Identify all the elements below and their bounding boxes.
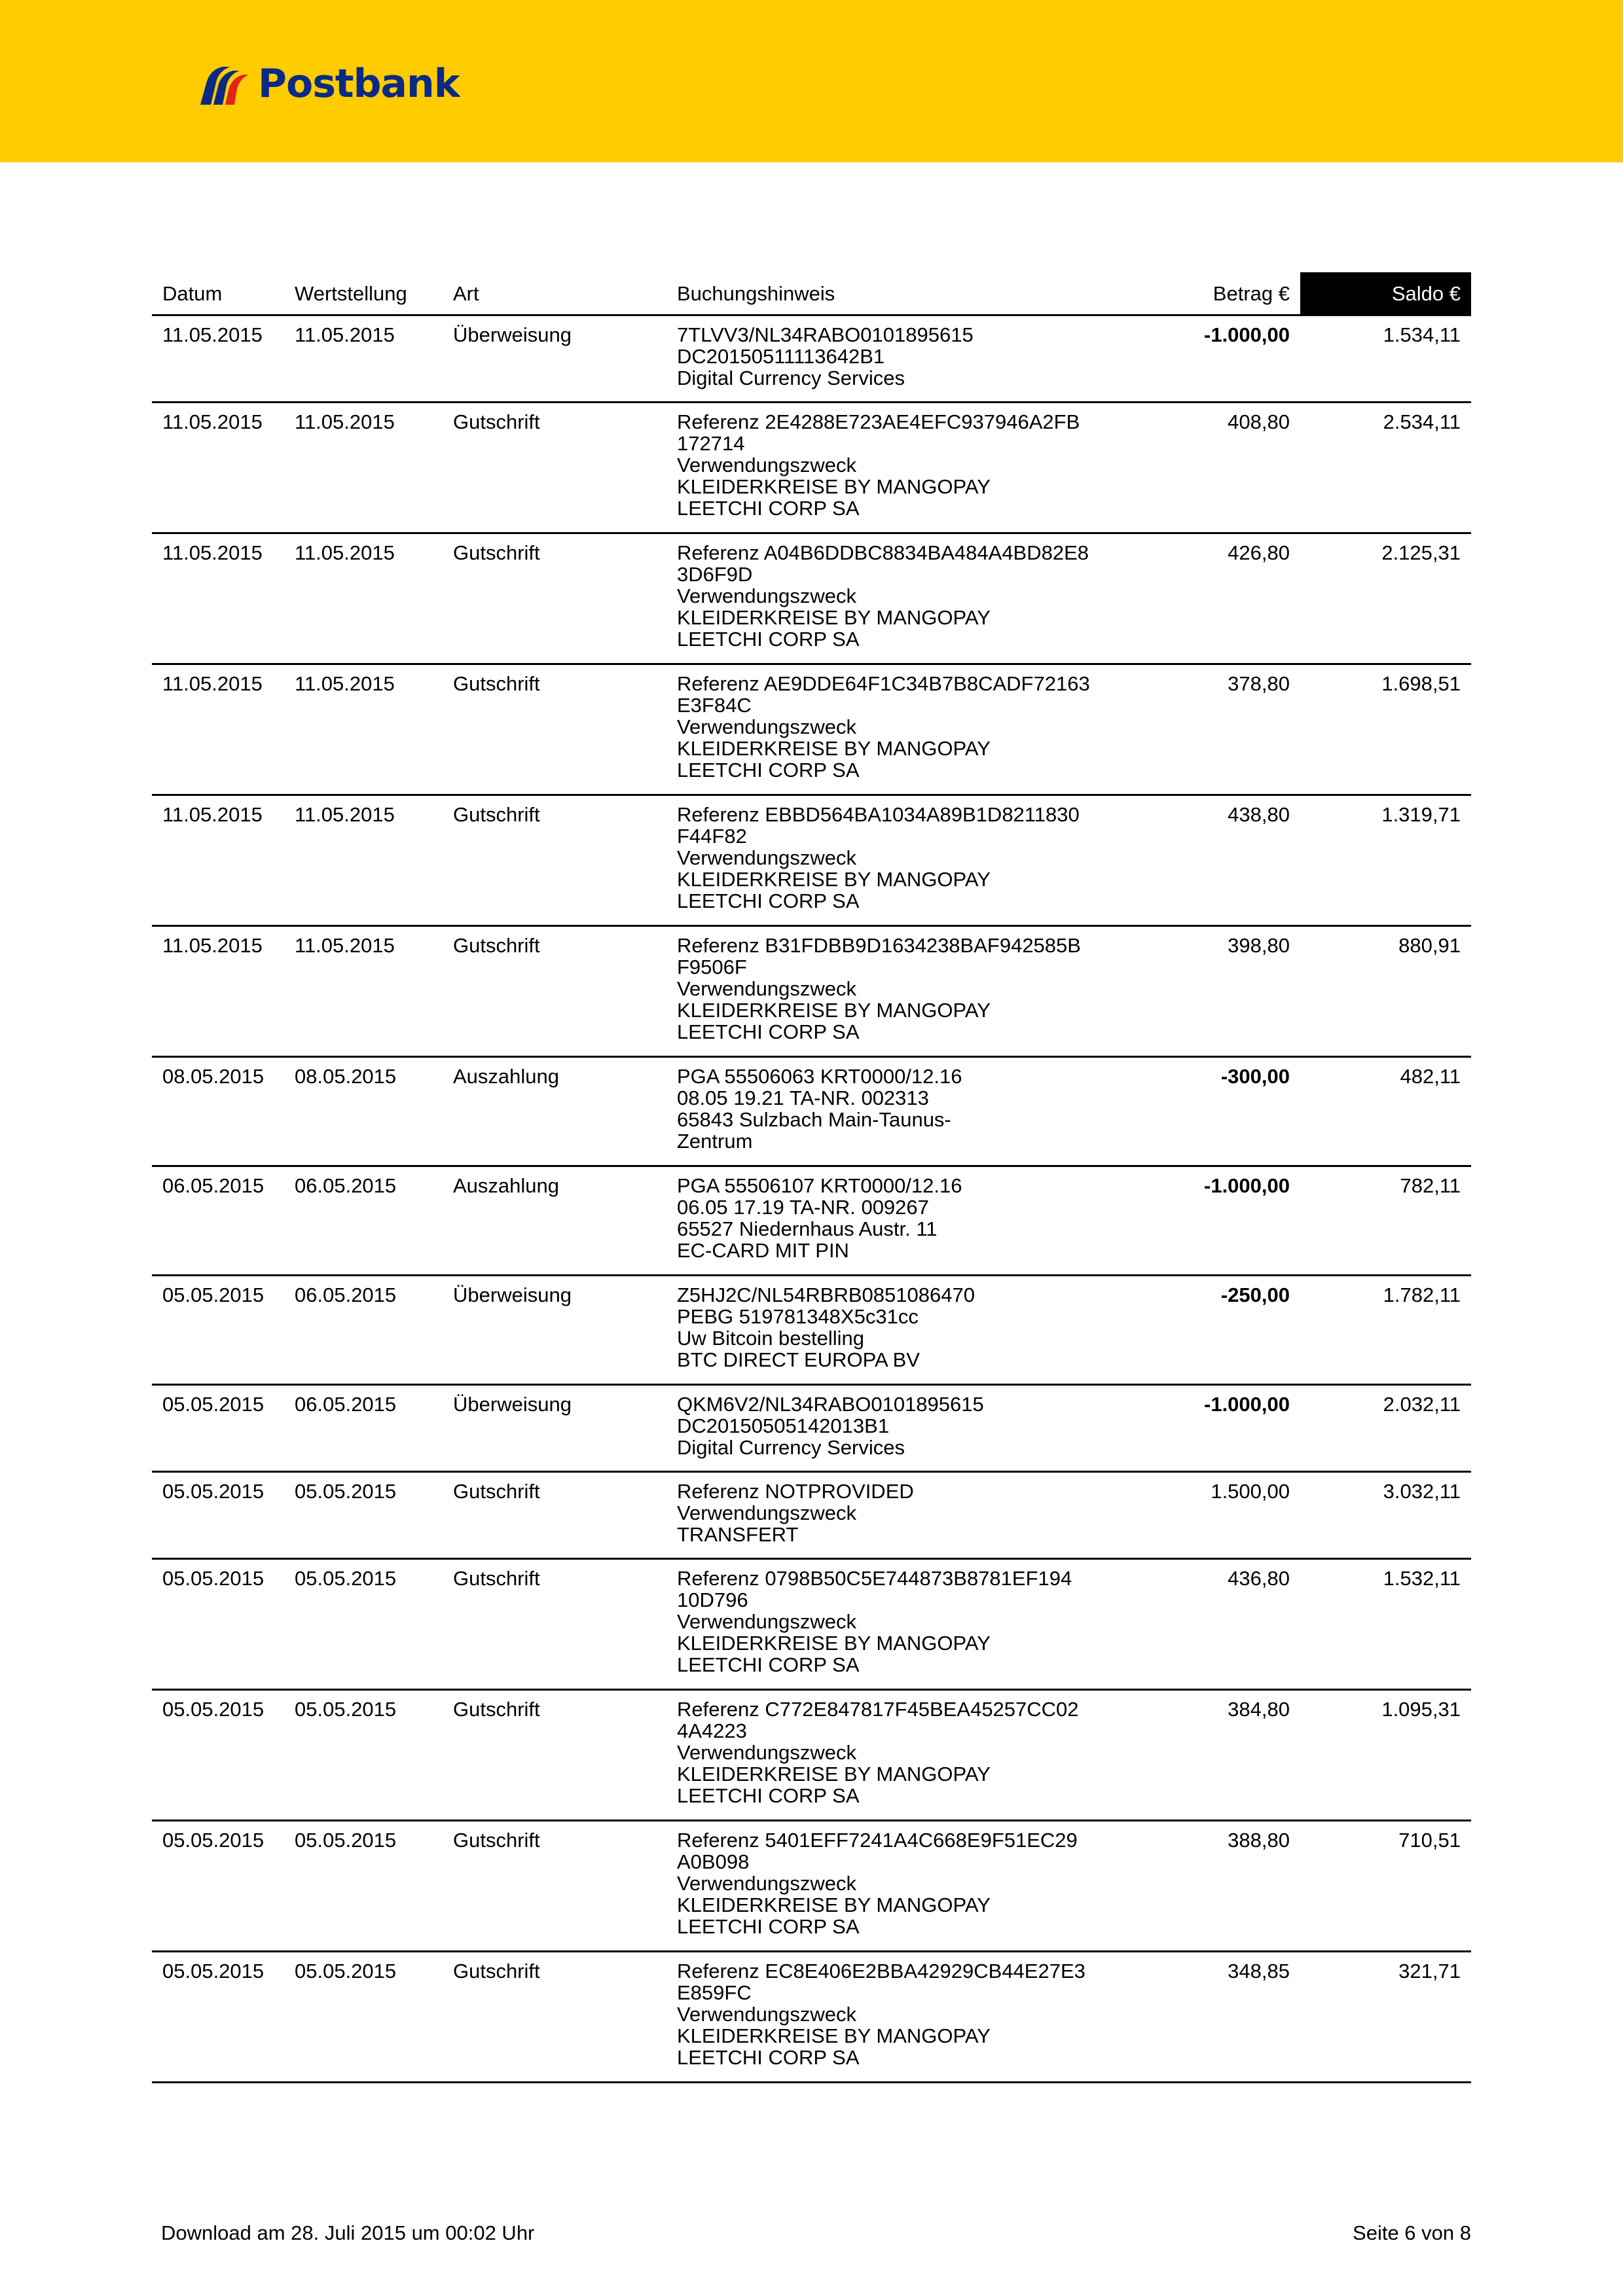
hint-line: Referenz B31FDBB9D1634238BAF942585B <box>677 934 1081 957</box>
col-buchungshinweis: Buchungshinweis <box>666 272 1171 315</box>
postbank-logo <box>196 58 460 110</box>
hint-line: 3D6F9D <box>677 563 753 586</box>
cell-datum: 05.05.2015 <box>152 1690 284 1821</box>
hint-line: KLEIDERKREISE BY MANGOPAY <box>677 1632 991 1655</box>
hint-line: Referenz 5401EFF7241A4C668E9F51EC29 <box>677 1829 1078 1852</box>
table-row <box>152 1821 1471 1952</box>
hint-line: 10D796 <box>677 1588 748 1611</box>
cell-buchungshinweis <box>666 664 1171 795</box>
cell-art: Gutschrift <box>443 533 666 664</box>
cell-wertstellung: 11.05.2015 <box>284 664 443 795</box>
table-row <box>152 1472 1471 1559</box>
col-betrag: Betrag € <box>1171 272 1300 315</box>
table-row <box>152 1166 1471 1276</box>
table-row <box>152 1276 1471 1385</box>
cell-betrag: 378,80 <box>1171 664 1300 795</box>
hint-line: Verwendungszweck <box>677 2003 856 2026</box>
hint-line: EC-CARD MIT PIN <box>677 1239 849 1262</box>
cell-betrag: 438,80 <box>1171 795 1300 926</box>
cell-art: Auszahlung <box>443 1166 666 1276</box>
hint-line: 65843 Sulzbach Main-Taunus- <box>677 1108 951 1131</box>
hint-line: Verwendungszweck <box>677 584 856 607</box>
hint-line: E859FC <box>677 1981 752 2004</box>
table-row <box>152 1385 1471 1472</box>
hint-line: KLEIDERKREISE BY MANGOPAY <box>677 1893 991 1916</box>
hint-line: Verwendungszweck <box>677 1610 856 1633</box>
hint-line: Uw Bitcoin bestelling <box>677 1327 865 1350</box>
hint-line: Verwendungszweck <box>677 1501 856 1524</box>
cell-betrag: -250,00 <box>1171 1276 1300 1385</box>
cell-saldo: 321,71 <box>1300 1952 1471 2083</box>
cell-wertstellung: 11.05.2015 <box>284 926 443 1057</box>
cell-betrag: 436,80 <box>1171 1559 1300 1690</box>
hint-line: 172714 <box>677 432 745 455</box>
cell-datum: 05.05.2015 <box>152 1472 284 1559</box>
hint-line: LEETCHI CORP SA <box>677 759 860 781</box>
cell-datum: 11.05.2015 <box>152 533 284 664</box>
hint-line: KLEIDERKREISE BY MANGOPAY <box>677 868 991 891</box>
hint-line: DC20150511113642B1 <box>677 345 885 368</box>
table-row <box>152 403 1471 533</box>
hint-line: Referenz AE9DDE64F1C34B7B8CADF72163 <box>677 672 1090 695</box>
cell-betrag: 1.500,00 <box>1171 1472 1300 1559</box>
col-datum: Datum <box>152 272 284 315</box>
hint-line: 65527 Niedernhaus Austr. 11 <box>677 1217 938 1240</box>
cell-saldo: 3.032,11 <box>1300 1472 1471 1559</box>
hint-line: TRANSFERT <box>677 1523 799 1546</box>
cell-datum: 06.05.2015 <box>152 1166 284 1276</box>
cell-art: Überweisung <box>443 1385 666 1472</box>
cell-saldo: 880,91 <box>1300 926 1471 1057</box>
page-number: Seite 6 von 8 <box>1353 2221 1471 2244</box>
cell-betrag: 398,80 <box>1171 926 1300 1057</box>
hint-line: KLEIDERKREISE BY MANGOPAY <box>677 999 991 1022</box>
cell-art: Gutschrift <box>443 664 666 795</box>
hint-line: PGA 55506063 KRT0000/12.16 <box>677 1065 962 1088</box>
cell-wertstellung: 11.05.2015 <box>284 403 443 533</box>
hint-line: Verwendungszweck <box>677 977 856 1000</box>
hint-line: LEETCHI CORP SA <box>677 628 860 651</box>
postbank-wordmark: Postbank <box>258 61 460 107</box>
hint-line: Z5HJ2C/NL54RBRB0851086470 <box>677 1283 975 1306</box>
hint-line: A0B098 <box>677 1850 750 1873</box>
hint-line: 06.05 17.19 TA-NR. 009267 <box>677 1196 929 1219</box>
cell-art: Gutschrift <box>443 795 666 926</box>
cell-wertstellung: 06.05.2015 <box>284 1276 443 1385</box>
cell-saldo: 1.319,71 <box>1300 795 1471 926</box>
cell-datum: 11.05.2015 <box>152 403 284 533</box>
cell-wertstellung: 08.05.2015 <box>284 1057 443 1166</box>
cell-datum: 05.05.2015 <box>152 1821 284 1952</box>
cell-buchungshinweis <box>666 1472 1171 1559</box>
cell-art: Auszahlung <box>443 1057 666 1166</box>
download-timestamp: Download am 28. Juli 2015 um 00:02 Uhr <box>161 2221 535 2244</box>
hint-line: KLEIDERKREISE BY MANGOPAY <box>677 475 991 498</box>
cell-saldo: 482,11 <box>1300 1057 1471 1166</box>
hint-line: Referenz EBBD564BA1034A89B1D8211830 <box>677 803 1080 826</box>
cell-datum: 05.05.2015 <box>152 1276 284 1385</box>
cell-betrag: 348,85 <box>1171 1952 1300 2083</box>
cell-betrag: 408,80 <box>1171 403 1300 533</box>
cell-buchungshinweis <box>666 315 1171 403</box>
cell-buchungshinweis <box>666 926 1171 1057</box>
hint-line: Verwendungszweck <box>677 1741 856 1764</box>
cell-saldo: 2.534,11 <box>1300 403 1471 533</box>
cell-betrag: 426,80 <box>1171 533 1300 664</box>
cell-art: Gutschrift <box>443 926 666 1057</box>
hint-line: LEETCHI CORP SA <box>677 2046 860 2069</box>
cell-betrag: 388,80 <box>1171 1821 1300 1952</box>
transactions-table-wrap <box>152 272 1471 2083</box>
hint-line: Verwendungszweck <box>677 715 856 738</box>
cell-art: Gutschrift <box>443 1559 666 1690</box>
hint-line: 7TLVV3/NL34RABO0101895615 <box>677 323 974 346</box>
cell-buchungshinweis <box>666 1690 1171 1821</box>
cell-datum: 11.05.2015 <box>152 926 284 1057</box>
cell-datum: 05.05.2015 <box>152 1952 284 2083</box>
hint-line: Digital Currency Services <box>677 367 905 389</box>
hint-line: F44F82 <box>677 825 747 848</box>
table-header-row <box>152 272 1471 315</box>
header-band <box>0 0 1623 162</box>
hint-line: BTC DIRECT EUROPA BV <box>677 1348 920 1371</box>
cell-wertstellung: 05.05.2015 <box>284 1952 443 2083</box>
hint-line: KLEIDERKREISE BY MANGOPAY <box>677 737 991 760</box>
hint-line: LEETCHI CORP SA <box>677 1653 860 1676</box>
cell-buchungshinweis <box>666 1166 1171 1276</box>
transactions-table <box>152 272 1471 2083</box>
cell-datum: 11.05.2015 <box>152 795 284 926</box>
hint-line: Verwendungszweck <box>677 454 856 476</box>
hint-line: E3F84C <box>677 694 752 717</box>
postbank-logo-icon <box>196 63 249 105</box>
hint-line: LEETCHI CORP SA <box>677 1915 860 1938</box>
hint-line: Referenz EC8E406E2BBA42929CB44E27E3 <box>677 1960 1085 1982</box>
cell-art: Gutschrift <box>443 1690 666 1821</box>
cell-wertstellung: 06.05.2015 <box>284 1385 443 1472</box>
cell-art: Gutschrift <box>443 1952 666 2083</box>
table-row <box>152 1559 1471 1690</box>
cell-saldo: 1.698,51 <box>1300 664 1471 795</box>
hint-line: Referenz 0798B50C5E744873B8781EF194 <box>677 1567 1072 1590</box>
cell-datum: 11.05.2015 <box>152 315 284 403</box>
cell-buchungshinweis <box>666 1385 1171 1472</box>
hint-line: Referenz A04B6DDBC8834BA484A4BD82E8 <box>677 541 1089 564</box>
col-wertstellung: Wertstellung <box>284 272 443 315</box>
cell-wertstellung: 06.05.2015 <box>284 1166 443 1276</box>
cell-art: Gutschrift <box>443 1472 666 1559</box>
cell-buchungshinweis <box>666 533 1171 664</box>
table-row <box>152 664 1471 795</box>
hint-line: PEBG 519781348X5c31cc <box>677 1305 919 1328</box>
cell-buchungshinweis <box>666 1952 1171 2083</box>
hint-line: Referenz C772E847817F45BEA45257CC02 <box>677 1698 1079 1721</box>
cell-betrag: -300,00 <box>1171 1057 1300 1166</box>
cell-buchungshinweis <box>666 1276 1171 1385</box>
hint-line: KLEIDERKREISE BY MANGOPAY <box>677 1763 991 1785</box>
cell-datum: 05.05.2015 <box>152 1559 284 1690</box>
cell-wertstellung: 05.05.2015 <box>284 1472 443 1559</box>
hint-line: 4A4223 <box>677 1719 747 1742</box>
hint-line: Verwendungszweck <box>677 846 856 869</box>
cell-saldo: 2.032,11 <box>1300 1385 1471 1472</box>
cell-art: Überweisung <box>443 1276 666 1385</box>
cell-saldo: 782,11 <box>1300 1166 1471 1276</box>
col-saldo: Saldo € <box>1300 272 1471 315</box>
hint-line: LEETCHI CORP SA <box>677 497 860 520</box>
transactions-body <box>152 315 1471 2083</box>
cell-art: Gutschrift <box>443 403 666 533</box>
cell-saldo: 1.534,11 <box>1300 315 1471 403</box>
table-row <box>152 315 1471 403</box>
cell-wertstellung: 11.05.2015 <box>284 795 443 926</box>
cell-betrag: -1.000,00 <box>1171 315 1300 403</box>
cell-art: Gutschrift <box>443 1821 666 1952</box>
cell-saldo: 1.095,31 <box>1300 1690 1471 1821</box>
table-row <box>152 926 1471 1057</box>
hint-line: Referenz NOTPROVIDED <box>677 1480 914 1503</box>
hint-line: F9506F <box>677 956 747 978</box>
hint-line: KLEIDERKREISE BY MANGOPAY <box>677 606 991 629</box>
table-row <box>152 533 1471 664</box>
cell-saldo: 2.125,31 <box>1300 533 1471 664</box>
cell-art: Überweisung <box>443 315 666 403</box>
cell-wertstellung: 11.05.2015 <box>284 533 443 664</box>
hint-line: DC20150505142013B1 <box>677 1414 890 1437</box>
cell-wertstellung: 05.05.2015 <box>284 1821 443 1952</box>
hint-line: KLEIDERKREISE BY MANGOPAY <box>677 2024 991 2047</box>
hint-line: LEETCHI CORP SA <box>677 1020 860 1043</box>
hint-line: PGA 55506107 KRT0000/12.16 <box>677 1174 962 1197</box>
table-row <box>152 795 1471 926</box>
col-art: Art <box>443 272 666 315</box>
cell-betrag: 384,80 <box>1171 1690 1300 1821</box>
cell-wertstellung: 05.05.2015 <box>284 1559 443 1690</box>
cell-saldo: 1.782,11 <box>1300 1276 1471 1385</box>
hint-line: Zentrum <box>677 1130 753 1153</box>
table-row <box>152 1952 1471 2083</box>
table-row <box>152 1690 1471 1821</box>
hint-line: 08.05 19.21 TA-NR. 002313 <box>677 1086 929 1109</box>
hint-line: Referenz 2E4288E723AE4EFC937946A2FB <box>677 410 1080 433</box>
cell-wertstellung: 05.05.2015 <box>284 1690 443 1821</box>
cell-buchungshinweis <box>666 1821 1171 1952</box>
cell-datum: 11.05.2015 <box>152 664 284 795</box>
cell-betrag: -1.000,00 <box>1171 1166 1300 1276</box>
hint-line: Digital Currency Services <box>677 1436 905 1459</box>
cell-datum: 08.05.2015 <box>152 1057 284 1166</box>
table-row <box>152 1057 1471 1166</box>
cell-wertstellung: 11.05.2015 <box>284 315 443 403</box>
cell-datum: 05.05.2015 <box>152 1385 284 1472</box>
hint-line: LEETCHI CORP SA <box>677 889 860 912</box>
hint-line: Verwendungszweck <box>677 1872 856 1895</box>
cell-saldo: 710,51 <box>1300 1821 1471 1952</box>
hint-line: QKM6V2/NL34RABO0101895615 <box>677 1393 984 1416</box>
cell-saldo: 1.532,11 <box>1300 1559 1471 1690</box>
cell-buchungshinweis <box>666 795 1171 926</box>
cell-buchungshinweis <box>666 1559 1171 1690</box>
cell-buchungshinweis <box>666 403 1171 533</box>
cell-buchungshinweis <box>666 1057 1171 1166</box>
hint-line: LEETCHI CORP SA <box>677 1784 860 1807</box>
cell-betrag: -1.000,00 <box>1171 1385 1300 1472</box>
